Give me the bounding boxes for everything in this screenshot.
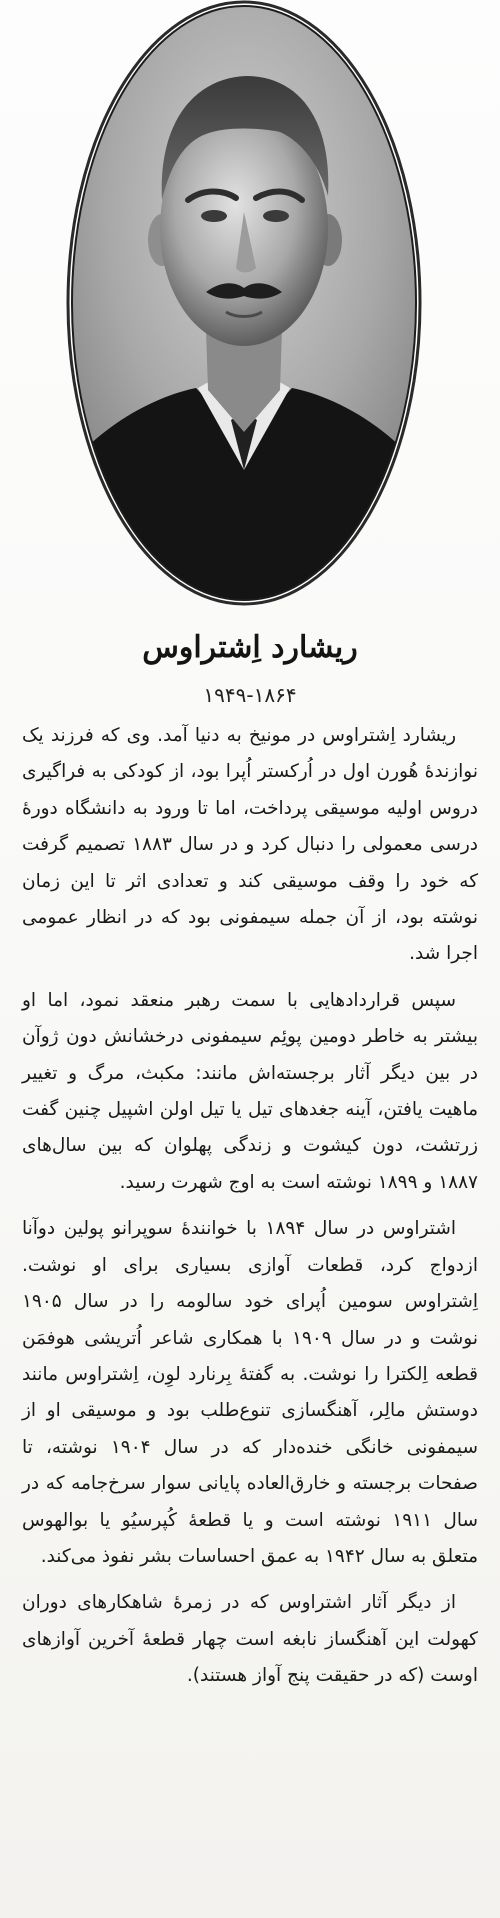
- paragraph-2: سپس قراردادهایی با سمت رهبر منعقد نمود، اما او بیشتر به خاطر دومین پوئِم سیمفونی درخشانش دون ژوآن در بین دیگر آثار برجسته‌اش مانند: مکبث، مرگ و تغییر ماهیت یافتن، آینه جغدهای تیل یا تیل اولن اشپیل چنین گفت زرتشت، دون کیشوت و زندگی پهلوان که بین سال‌های ۱۸۸۷ و ۱۸۹۹ نوشته است به اوج شهرت رسید.: [22, 989, 478, 1193]
- portrait-image: [66, 0, 422, 606]
- article-body: [22, 718, 478, 1705]
- paragraph-3: اشتراوس در سال ۱۸۹۴ با خوانندهٔ سوپرانو پولین دوآنا ازدواج کرد، قطعات آوازی بسیاری برای او نوشت. اِشتراوس سومین اُپرای خود سالومه را در سال ۱۹۰۵ نوشت و در سال ۱۹۰۹ با همکاری شاعر اُتریشی هوفمَن قطعه اِلکترا را نوشت. به گفتهٔ بِرنارد لوِن، اِشتراوس مانند دوستش مالِر، آهنگسازی تنوع‌طلب بود و موسیقی او از سیمفونی خانگی خنده‌دار که در سال ۱۹۰۴ نوشته، تا صفحات برجسته و خارق‌العاده پایانی سوار سرخ‌جامه که در سال ۱۹۱۱ نوشته است و یا قطعهٔ کُپرسیُو یا بوالهوس متعلق به سال ۱۹۴۲ به عمق احساسات بشر نفوذ می‌کند.: [22, 1218, 478, 1567]
- article-title: ریشارد اِشتراوس: [142, 630, 358, 665]
- paragraph-4: از دیگر آثار اشتراوس که در زمرهٔ شاهکارهای دوران کهولت این آهنگساز نابغه است چهار قطعهٔ آخرین آوازهای اوست (که در حقیقت پنج آواز هستند).: [22, 1592, 478, 1687]
- portrait-frame: [66, 0, 422, 606]
- article-years: ۱۹۴۹-۱۸۶۴: [203, 683, 297, 707]
- paragraph-1: ریشارد اِشتراوس در مونیخ به دنیا آمد. وی که فرزند یک نوازندهٔ هُورن اول در اُرکستر اُپرا بود، از کودکی به فراگیری دروس اولیه موسیقی پرداخت، اما تا ورود به دانشگاه دورهٔ درسی معمولی را دنبال کرد و در سال ۱۸۸۳ تصمیم گرفت که خود را وقف موسیقی کند و تعدادی اثر تا این زمان نوشته بود، از آن جمله سیمفونی بود که در انظار عمومی اجرا شد.: [22, 725, 478, 965]
